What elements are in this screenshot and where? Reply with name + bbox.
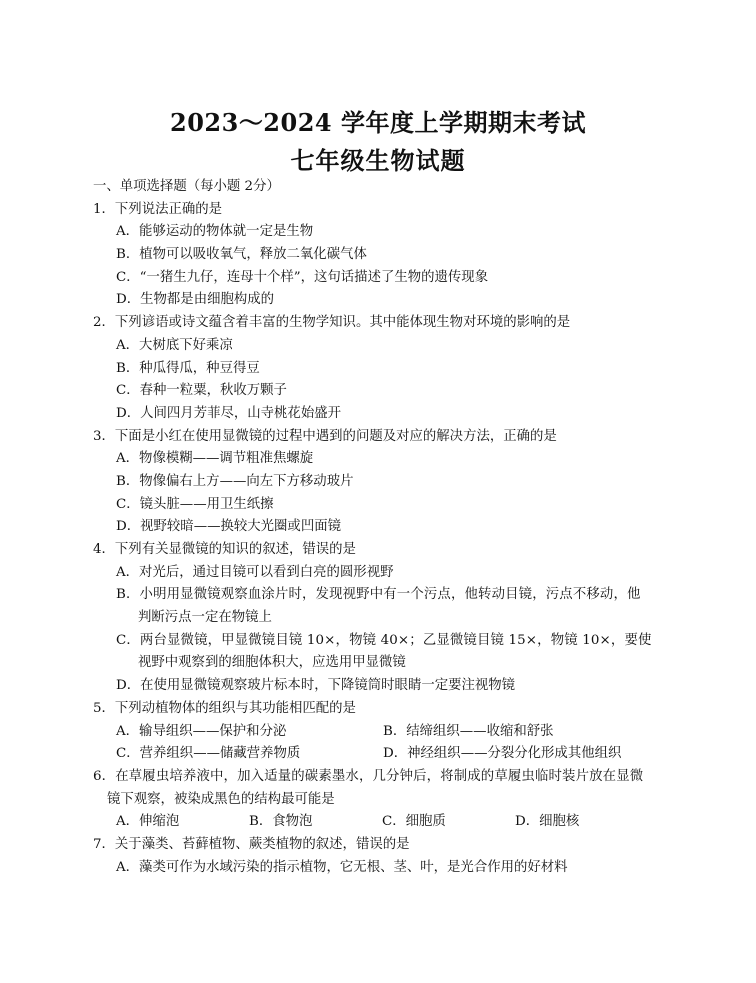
question-6-options-row bbox=[93, 811, 673, 834]
question-4-option-b: B．小明用显微镜观察血涂片时，发现视野中有一个污点，他转动目镜，污点不移动，他 bbox=[116, 587, 641, 603]
question-2-option-a: A．大树底下好乘凉 bbox=[116, 337, 233, 353]
question-5-stem: 5．下列动植物体的组织与其功能相匹配的是 bbox=[93, 700, 356, 716]
question-4-option-c: C．两台显微镜，甲显微镜目镜 10×，物镜 40×；乙显微镜目镜 15×，物镜 10×，要使 bbox=[116, 632, 652, 648]
question-5-option-b: B．结缔组织——收缩和舒张 bbox=[383, 723, 554, 739]
question-6-stem: 6．在草履虫培养液中，加入适量的碳素墨水，几分钟后，将制成的草履虫临时装片放在显微 bbox=[93, 768, 644, 784]
question-list bbox=[93, 176, 673, 879]
question-3-stem: 3．下面是小红在使用显微镜的过程中遇到的问题及对应的解决方法，正确的是 bbox=[93, 428, 557, 444]
question-4-option-a: A．对光后，通过目镜可以看到白亮的圆形视野 bbox=[116, 564, 394, 580]
question-3-option-b: B．物像偏右上方——向左下方移动玻片 bbox=[116, 473, 354, 489]
exam-title: 2023～2024 学年度上学期期末考试 bbox=[170, 108, 586, 137]
question-7-stem: 7．关于藻类、苔藓植物、蕨类植物的叙述，错误的是 bbox=[93, 836, 410, 852]
question-5-option-c: C．营养组织——储藏营养物质 bbox=[116, 746, 301, 762]
question-1-option-a: A．能够运动的物体就一定是生物 bbox=[116, 224, 314, 240]
question-5-options-row-2 bbox=[93, 743, 673, 766]
question-5-option-d: D．神经组织——分裂分化形成其他组织 bbox=[383, 746, 622, 762]
question-4-stem: 4．下列有关显微镜的知识的叙述，错误的是 bbox=[93, 542, 356, 557]
question-3-option-a: A．物像模糊——调节粗准焦螺旋 bbox=[116, 451, 314, 467]
question-3-option-c: C．镜头脏——用卫生纸擦 bbox=[116, 496, 274, 512]
question-2-stem: 2．下列谚语或诗文蕴含着丰富的生物学知识。其中能体现生物对环境的影响的是 bbox=[93, 315, 571, 331]
question-2-option-b: B．种瓜得瓜，种豆得豆 bbox=[116, 360, 260, 376]
question-3-option-d: D．视野较暗——换较大光圈或凹面镜 bbox=[116, 519, 341, 535]
question-7-option-a: A．藻类可作为水域污染的指示植物，它无根、茎、叶，是光合作用的好材料 bbox=[116, 859, 568, 875]
question-6-option-b: B．食物泡 bbox=[249, 814, 313, 830]
question-4-option-d: D．在使用显微镜观察玻片标本时，下降镜筒时眼睛一定要注视物镜 bbox=[116, 678, 516, 694]
question-2-option-d: D．人间四月芳菲尽，山寺桃花始盛开 bbox=[116, 405, 341, 421]
question-6-option-d: D．细胞核 bbox=[515, 814, 580, 830]
question-1-stem: 1．下列说法正确的是 bbox=[93, 201, 223, 217]
question-4-option-c-continued: 视野中观察到的细胞体积大，应选用甲显微镜 bbox=[138, 655, 406, 671]
section-heading: 一、单项选择题（每小题 2分） bbox=[93, 179, 280, 194]
question-4-option-b-continued: 判断污点一定在物镜上 bbox=[138, 610, 272, 626]
exam-subtitle: 七年级生物试题 bbox=[290, 146, 466, 175]
question-5-options-row-1 bbox=[93, 721, 673, 744]
question-6-stem-continued: 镜下观察，被染成黑色的结构最可能是 bbox=[107, 791, 335, 807]
question-6-option-a: A．伸缩泡 bbox=[116, 814, 180, 830]
question-2-option-c: C．春种一粒粟，秋收万颗子 bbox=[116, 383, 287, 399]
question-1-option-c: C．“一猪生九仔，连母十个样”，这句话描述了生物的遗传现象 bbox=[116, 269, 489, 285]
question-1-option-b: B．植物可以吸收氧气，释放二氧化碳气体 bbox=[116, 247, 367, 263]
question-5-option-a: A．输导组织——保护和分泌 bbox=[116, 723, 287, 739]
question-6-option-c: C．细胞质 bbox=[382, 814, 446, 830]
question-1-option-d: D．生物都是由细胞构成的 bbox=[116, 292, 275, 308]
